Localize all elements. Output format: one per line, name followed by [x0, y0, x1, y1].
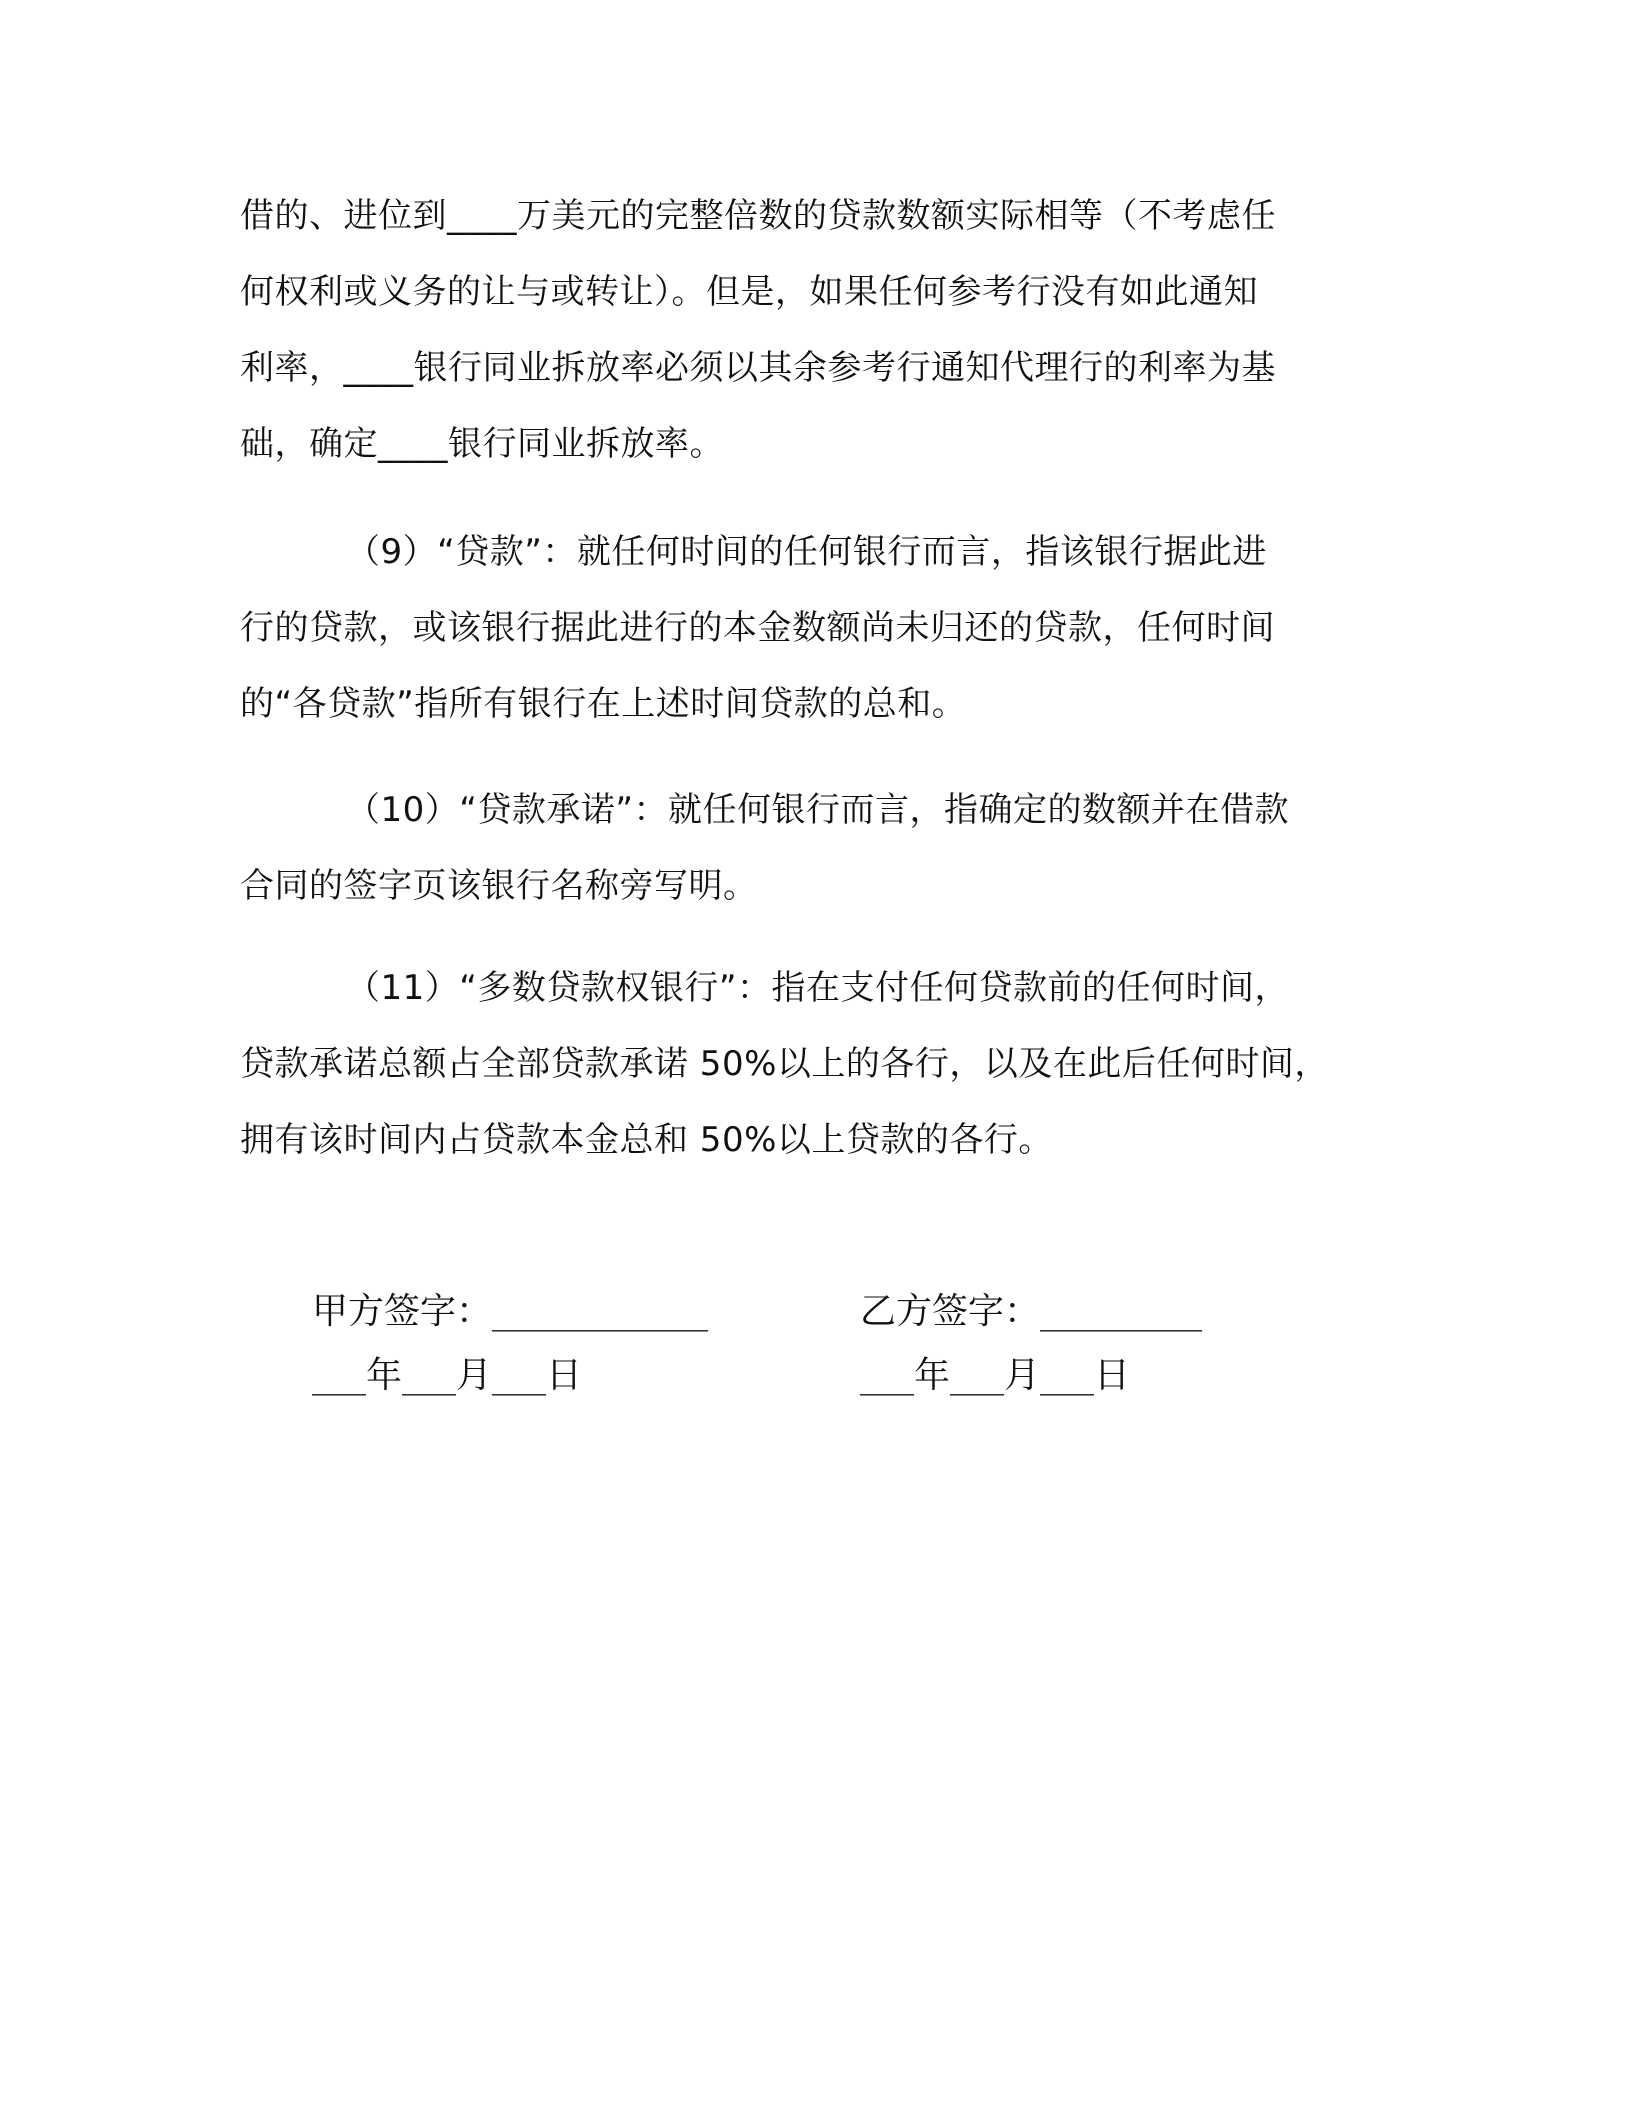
signature-block-party-a	[312, 1280, 708, 1408]
text-line: 贷款承诺总额占全部贷款承诺 50%以上的各行，以及在此后任何时间，	[240, 1044, 1329, 1084]
text-line: （11）“多数贷款权银行”：指在支付任何贷款前的任何时间，	[346, 968, 1289, 1008]
party-b-date-line: ___年___月___日	[860, 1355, 1131, 1396]
signature-block-party-b	[860, 1280, 1202, 1408]
text-line: 利率，____银行同业拆放率必须以其余参考行通知代理行的利率为基	[240, 348, 1276, 388]
paragraph-libor-continuation	[240, 178, 1276, 482]
party-b-signature-line: 乙方签字：_________	[860, 1291, 1203, 1332]
text-line: 合同的签字页该银行名称旁写明。	[240, 866, 758, 906]
party-a-signature-line: 甲方签字：____________	[312, 1291, 709, 1332]
text-line: 行的贷款，或该银行据此进行的本金数额尚未归还的贷款，任何时间	[240, 608, 1275, 648]
text-line: （10）“贷款承诺”：就任何银行而言，指确定的数额并在借款	[346, 790, 1289, 830]
text-line: 何权利或义务的让与或转让）。但是，如果任何参考行没有如此通知	[240, 272, 1258, 312]
text-line: 础，确定____银行同业拆放率。	[240, 424, 724, 464]
text-line: 拥有该时间内占贷款本金总和 50%以上贷款的各行。	[240, 1120, 1053, 1160]
paragraph-definition-loan-commitment	[240, 772, 1289, 924]
text-line: （9）“贷款”：就任何时间的任何银行而言，指该银行据此进	[346, 532, 1267, 572]
text-line: 借的、进位到____万美元的完整倍数的贷款数额实际相等（不考虑任	[240, 196, 1276, 236]
paragraph-definition-loan	[240, 514, 1275, 742]
paragraph-definition-majority-banks	[240, 950, 1329, 1178]
text-line: 的“各贷款”指所有银行在上述时间贷款的总和。	[240, 684, 967, 724]
party-a-date-line: ___年___月___日	[312, 1355, 583, 1396]
